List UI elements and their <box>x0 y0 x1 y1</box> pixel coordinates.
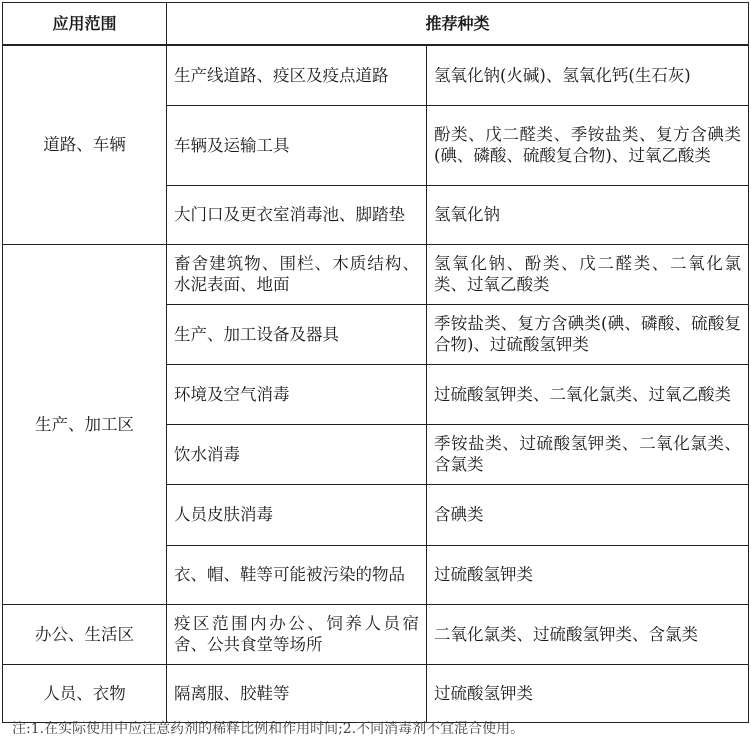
recommended-cell: 含碘类 <box>427 484 749 545</box>
recommended-cell: 过硫酸氢钾类 <box>427 664 749 722</box>
recommended-cell: 氢氧化钠 <box>427 185 749 244</box>
scope-cell: 生产、加工区 <box>3 244 167 604</box>
recommended-cell: 二氧化氯类、过硫酸氢钾类、含氯类 <box>427 604 749 664</box>
scope-cell: 人员、衣物 <box>3 664 167 722</box>
header-row <box>3 3 749 46</box>
recommended-cell: 季铵盐类、过硫酸氢钾类、二氧化氯类、含氯类 <box>427 424 749 484</box>
item-cell: 生产线道路、疫区及疫点道路 <box>167 45 427 105</box>
item-cell: 隔离服、胶鞋等 <box>167 664 427 722</box>
item-cell: 大门口及更衣室消毒池、脚踏垫 <box>167 185 427 244</box>
item-cell: 人员皮肤消毒 <box>167 484 427 545</box>
recommended-cell: 酚类、戊二醛类、季铵盐类、复方含碘类(碘、磷酸、硫酸复合物)、过氧乙酸类 <box>427 105 749 185</box>
table-row <box>3 244 749 304</box>
item-cell: 生产、加工设备及器具 <box>167 304 427 364</box>
table-row <box>3 45 749 105</box>
disinfectant-recommendation-table <box>2 2 749 723</box>
recommended-cell: 过硫酸氢钾类、二氧化氯类、过氧乙酸类 <box>427 364 749 424</box>
recommended-cell: 季铵盐类、复方含碘类(碘、磷酸、硫酸复合物)、过硫酸氢钾类 <box>427 304 749 364</box>
table-row <box>3 604 749 664</box>
item-cell: 饮水消毒 <box>167 424 427 484</box>
item-cell: 车辆及运输工具 <box>167 105 427 185</box>
recommended-cell: 过硫酸氢钾类 <box>427 545 749 604</box>
table-row <box>3 664 749 722</box>
header-recommended: 推荐种类 <box>167 3 749 46</box>
recommended-cell: 氢氧化钠、酚类、戊二醛类、二氧化氯类、过氧乙酸类 <box>427 244 749 304</box>
header-scope: 应用范围 <box>3 3 167 46</box>
table-footnote: 注:1.在实际使用中应注意药剂的稀释比例和作用时间;2.不同消毒剂不宜混合使用。 <box>12 721 525 737</box>
recommended-cell: 氢氧化钠(火碱)、氢氧化钙(生石灰) <box>427 45 749 105</box>
scope-cell: 办公、生活区 <box>3 604 167 664</box>
scope-cell: 道路、车辆 <box>3 45 167 244</box>
item-cell: 疫区范围内办公、饲养人员宿舍、公共食堂等场所 <box>167 604 427 664</box>
item-cell: 衣、帽、鞋等可能被污染的物品 <box>167 545 427 604</box>
item-cell: 畜舍建筑物、围栏、木质结构、水泥表面、地面 <box>167 244 427 304</box>
item-cell: 环境及空气消毒 <box>167 364 427 424</box>
